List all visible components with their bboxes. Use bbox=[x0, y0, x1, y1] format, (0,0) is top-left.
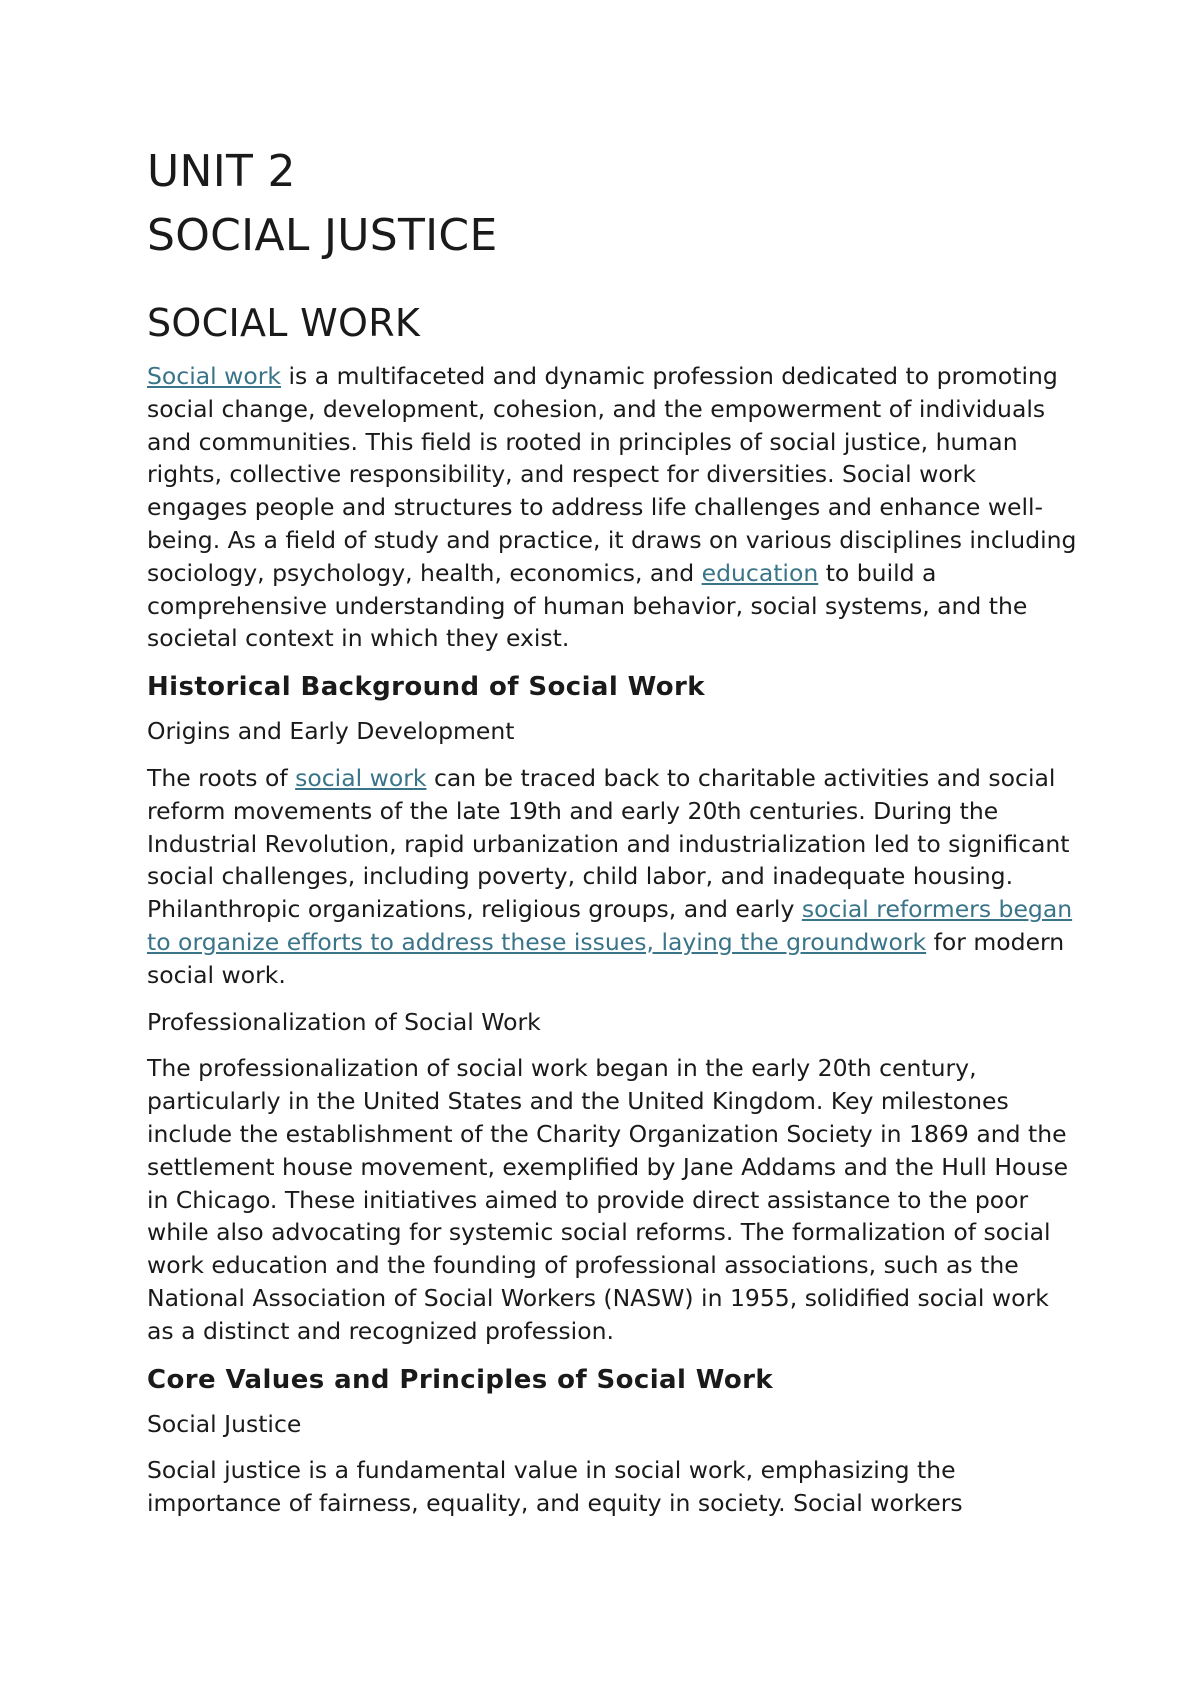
core-values-heading: Core Values and Principles of Social Work bbox=[147, 1364, 774, 1395]
social-justice-heading: Social Justice bbox=[147, 1409, 302, 1438]
social-work-link-2[interactable]: social work bbox=[295, 763, 427, 792]
professionalization-heading: Professionalization of Social Work bbox=[147, 1007, 541, 1036]
professionalization-paragraph: The professionalization of social work began in the early 20th century, particularly in the United States and the United Kingdom. Key milestones include the establishment of the Charity Organization Society in 1869 and the settlement house movement, exemplified by Jane Addams and the Hull House in Chicago. These initiatives aimed to provide direct assistance to the poor while also advocating for systemic social reforms. The formalization of social work education and the founding of professional associations, such as the National Association of Social Workers (NASW) in 1955, solidified social work as a distinct and recognized profession. bbox=[147, 1054, 1069, 1345]
origins-text-1: The roots of bbox=[147, 763, 296, 792]
social-justice-paragraph: Social justice is a fundamental value in social work, emphasizing the importance of fairness, equality, and equity in society. Social workers bbox=[147, 1456, 963, 1518]
document-page bbox=[147, 140, 1077, 1534]
origins-paragraph bbox=[147, 762, 1077, 992]
unit-title: UNIT 2 bbox=[147, 146, 296, 197]
origins-text-3: for modern social work. bbox=[147, 927, 1065, 989]
social-work-link[interactable]: Social work bbox=[147, 362, 282, 390]
intro-text-2: to build a comprehensive understanding of human behavior, social systems, and the societal context in which they exist. bbox=[147, 558, 1028, 653]
section-title: SOCIAL WORK bbox=[147, 301, 421, 345]
subject-title: SOCIAL JUSTICE bbox=[147, 210, 498, 261]
intro-text-1: is a multifaceted and dynamic profession dedicated to promoting social change, development, cohesion, and the empowerment of individuals and communities. This field is rooted in principles of social justice, human rights, collective responsibility, and respect for diversities. Social work engages people and structures to address life challenges and enhance well-being. As a field of study and practice, it draws on various disciplines including sociology, psychology, health, economics, and bbox=[147, 362, 1077, 587]
historical-heading: Historical Background of Social Work bbox=[147, 672, 705, 703]
origins-heading: Origins and Early Development bbox=[147, 717, 515, 746]
origins-text-2: can be traced back to charitable activities and social reform movements of the late 19th and early 20th centuries. During the Industrial Revolution, rapid urbanization and industrialization led to significant social challenges, including poverty, child labor, and inadequate housing. Philanthropic organizations, religious groups, and early bbox=[147, 763, 1070, 924]
intro-paragraph bbox=[147, 360, 1077, 655]
social-reformers-link[interactable]: social reformers began to organize efforts to address these issues, laying the groundwork bbox=[147, 895, 1073, 956]
education-link[interactable]: education bbox=[701, 558, 819, 587]
